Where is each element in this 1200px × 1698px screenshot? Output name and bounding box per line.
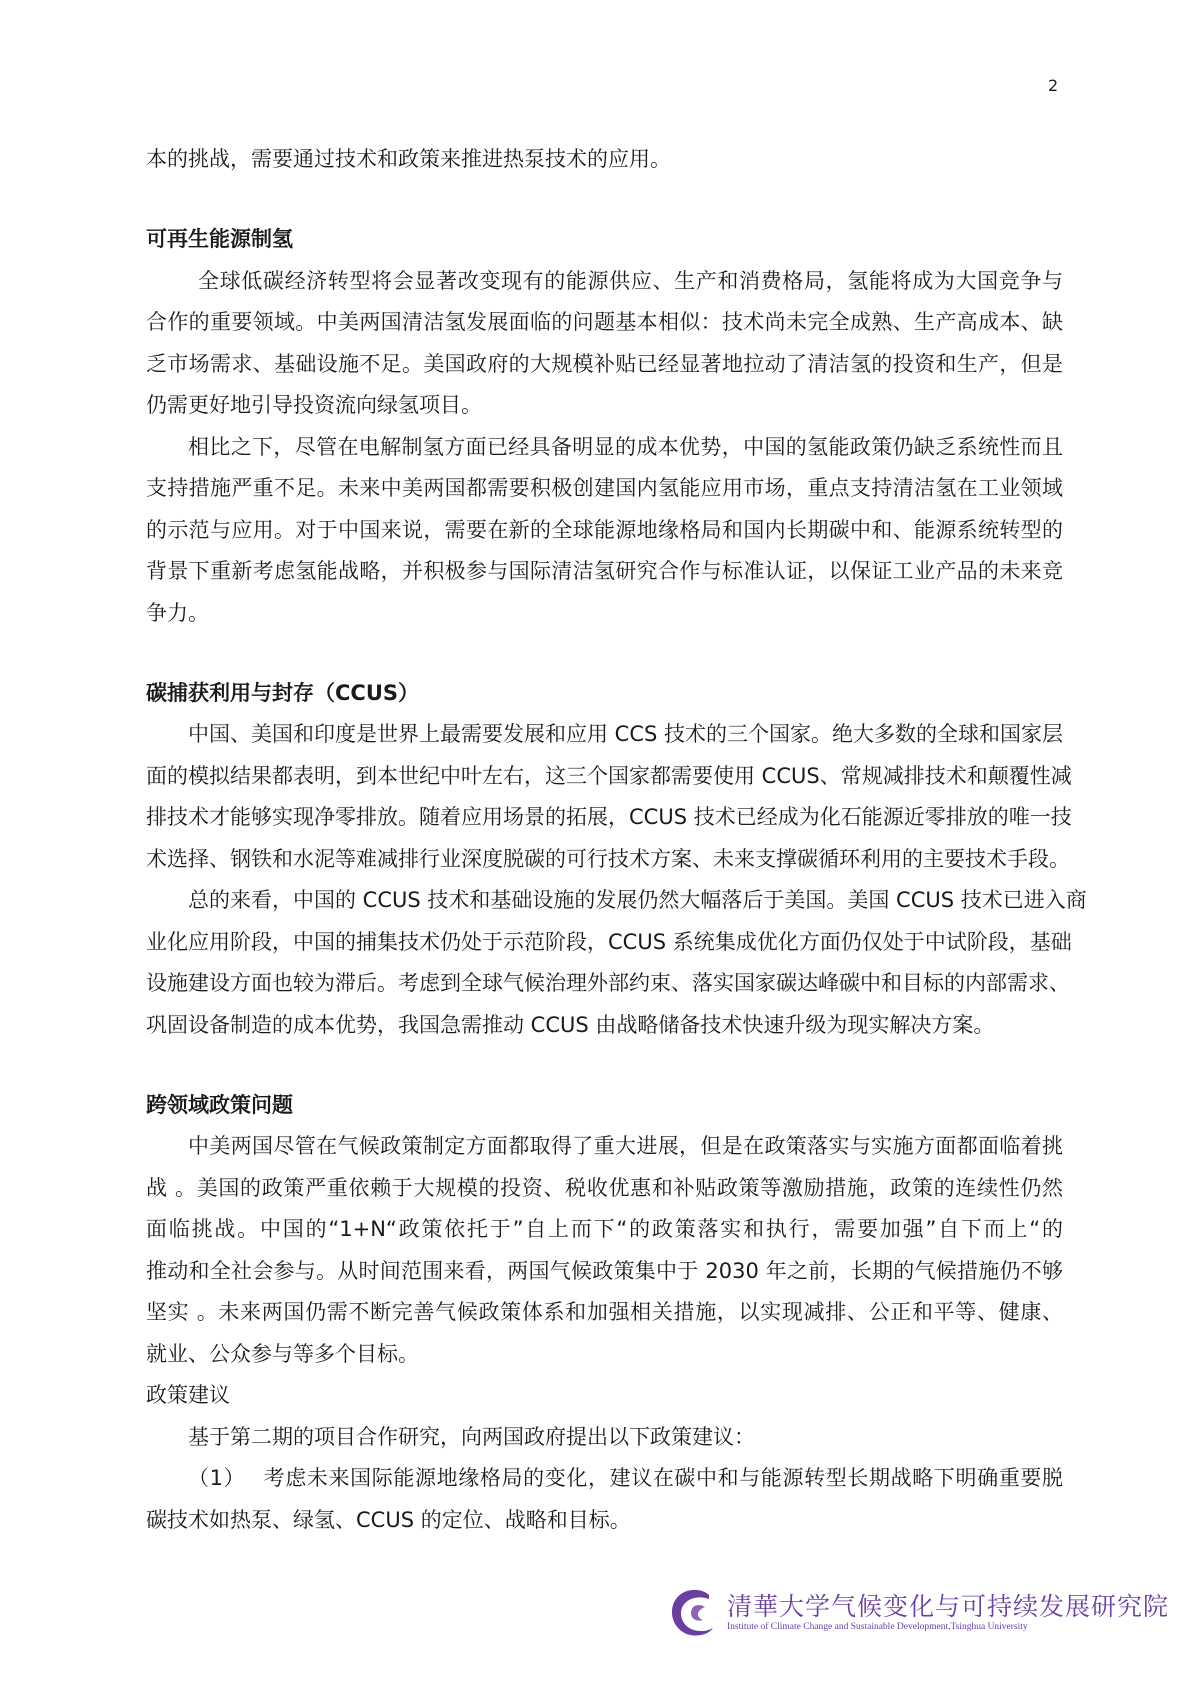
text-line: 乏市场需求、基础设施不足。美国政府的大规模补贴已经显著地拉动了清洁氢的投资和生产，但是 xyxy=(146,351,1063,376)
text-line: 全球低碳经济转型将会显著改变现有的能源供应、生产和消费格局，氢能将成为大国竞争与 xyxy=(198,268,1063,293)
text-line: 仍需更好地引导投资流向绿氢项目。 xyxy=(146,393,482,417)
paragraph xyxy=(146,427,1063,635)
paragraph xyxy=(146,1126,1063,1375)
logo-name-cn: 清華大学气候变化与可持续发展研究院 xyxy=(727,1592,1170,1621)
paragraph xyxy=(146,1458,1063,1541)
text-line: 碳技术如热泵、绿氢、CCUS 的定位、战略和目标。 xyxy=(146,1507,631,1532)
document-body xyxy=(146,139,1087,1541)
text-line: （1） 考虑未来国际能源地缘格局的变化，建议在碳中和与能源转型长期战略下明确重要脱 xyxy=(188,1466,1063,1490)
paragraph xyxy=(146,880,1087,1046)
text-line: 合作的重要领域。中美两国清洁氢发展面临的问题基本相似：技术尚未完全成熟、生产高成本、缺 xyxy=(146,310,1063,334)
subsection-label: 政策建议 xyxy=(146,1383,230,1407)
text-line: 术选择、钢铁和水泥等难减排行业深度脱碳的可行技术方案、未来支撑碳循环利用的主要技术手段。 xyxy=(146,846,1070,871)
logo-name-en: Institute of Climate Change and Sustainable Development,Tsinghua University xyxy=(727,1622,1028,1632)
text-line: 总的来看，中国的 CCUS 技术和基础设施的发展仍然大幅落后于美国。美国 CCUS 技术已进入商 xyxy=(188,888,1087,912)
text-line: 本的挑战，需要通过技术和政策来推进热泵技术的应用。 xyxy=(146,147,671,171)
text-line: 基于第二期的项目合作研究，向两国政府提出以下政策建议： xyxy=(188,1424,755,1449)
institute-logo xyxy=(665,1585,1170,1641)
logo-c-icon xyxy=(665,1585,721,1641)
text-line: 设施建设方面也较为滞后。考虑到全球气候治理外部约束、落实国家碳达峰碳中和目标的内部需求、 xyxy=(146,971,1070,995)
text-line: 就业、公众参与等多个目标。 xyxy=(146,1341,419,1366)
text-line: 坚实 。未来两国仍需不断完善气候政策体系和加强相关措施，以实现减排、公正和平等、健康、 xyxy=(146,1300,1063,1324)
paragraph xyxy=(146,714,1072,880)
paragraph xyxy=(146,261,1063,427)
text-line: 推动和全社会参与。从时间范围来看，两国气候政策集中于 2030 年之前，长期的气候措施仍不够 xyxy=(146,1258,1063,1283)
text-line: 相比之下，尽管在电解制氢方面已经具备明显的成本优势，中国的氢能政策仍缺乏系统性而且 xyxy=(188,434,1063,459)
text-line: 业化应用阶段，中国的捕集技术仍处于示范阶段，CCUS 系统集成优化方面仍仅处于中试阶段，基础 xyxy=(146,929,1072,954)
text-line: 中国、美国和印度是世界上最需要发展和应用 CCS 技术的三个国家。绝大多数的全球和国家层 xyxy=(188,722,1064,746)
section-heading: 碳捕获利用与封存（CCUS） xyxy=(146,680,419,705)
text-line: 排技术才能够实现净零排放。随着应用场景的拓展，CCUS 技术已经成为化石能源近零排放的唯一技 xyxy=(146,805,1072,829)
section-heading: 跨领域政策问题 xyxy=(146,1092,293,1117)
text-line: 中美两国尽管在气候政策制定方面都取得了重大进展，但是在政策落实与实施方面都面临着挑 xyxy=(188,1134,1063,1158)
page-number: 2 xyxy=(1048,76,1059,95)
text-line: 的示范与应用。对于中国来说，需要在新的全球能源地缘格局和国内长期碳中和、能源系统转型的 xyxy=(146,517,1063,542)
text-line: 背景下重新考虑氢能战略，并积极参与国际清洁氢研究合作与标准认证，以保证工业产品的未来竞 xyxy=(146,559,1063,583)
text-line: 面临挑战。中国的“1+N“政策依托于”自上而下“的政策落实和执行，需要加强”自下而上“的 xyxy=(146,1217,1063,1241)
paragraph xyxy=(146,139,1063,181)
text-line: 争力。 xyxy=(146,600,209,625)
text-line: 支持措施严重不足。未来中美两国都需要积极创建国内氢能应用市场，重点支持清洁氢在工业领域 xyxy=(146,476,1063,500)
paragraph xyxy=(146,1417,1063,1459)
text-line: 面的模拟结果都表明，到本世纪中叶左右，这三个国家都需要使用 CCUS、常规减排技术和颠覆性减 xyxy=(146,763,1072,788)
section-heading: 可再生能源制氢 xyxy=(146,227,293,251)
text-line: 巩固设备制造的成本优势，我国急需推动 CCUS 由战略储备技术快速升级为现实解决方案。 xyxy=(146,1012,995,1037)
text-line: 战 。美国的政策严重依赖于大规模的投资、税收优惠和补贴政策等激励措施，政策的连续性仍然 xyxy=(146,1175,1063,1200)
